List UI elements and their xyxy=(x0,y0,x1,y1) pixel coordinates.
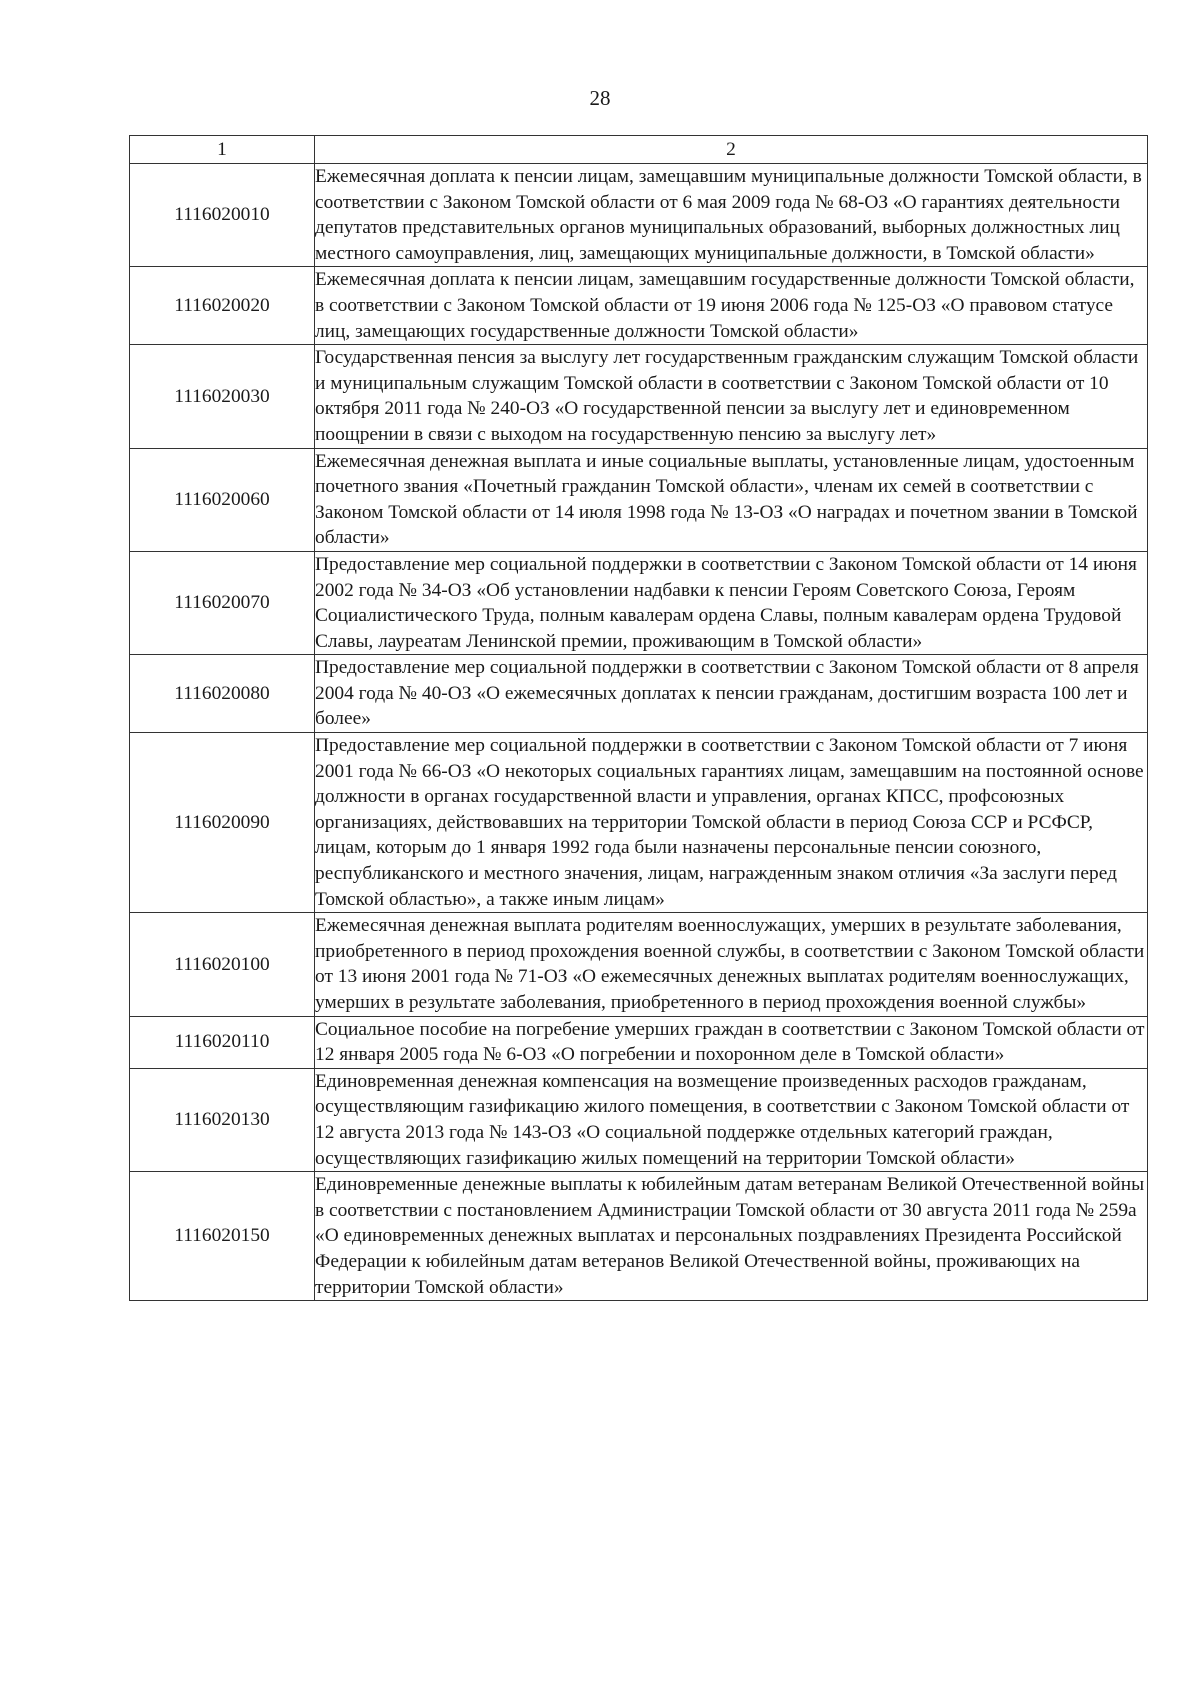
table-row xyxy=(130,267,1148,345)
description-cell: Единовременная денежная компенсация на возмещение произведенных расходов гражданам, осуществляющим газификацию жилого помещения, в соответствии с Законом Томской области от 12 августа 2013 года № 143-ОЗ «О социальной поддержке отдельных категорий граждан, осуществляющих газификацию жилых помещений на территории Томской области» xyxy=(315,1068,1148,1171)
description-cell: Предоставление мер социальной поддержки в соответствии с Законом Томской области от 7 июня 2001 года № 66-ОЗ «О некоторых социальных гарантиях лицам, замещавшим на постоянной основе должности в органах государственной власти и управления, органах КПСС, профсоюзных организациях, действовавших на территории Томской области в период Союза ССР и РСФСР, лицам, которым до 1 января 1992 года были назначены персональные пенсии союзного, республиканского и местного значения, лицам, награжденным знаком отличия «За заслуги перед Томской областью», а также иным лицам» xyxy=(315,733,1148,913)
code-cell: 1116020030 xyxy=(130,345,315,448)
table-row xyxy=(130,345,1148,448)
description-cell: Предоставление мер социальной поддержки в соответствии с Законом Томской области от 8 апреля 2004 года № 40-ОЗ «О ежемесячных доплатах к пенсии гражданам, достигшим возраста 100 лет и более» xyxy=(315,655,1148,733)
table-row xyxy=(130,1016,1148,1068)
code-cell: 1116020090 xyxy=(130,733,315,913)
code-cell: 1116020110 xyxy=(130,1016,315,1068)
code-cell: 1116020150 xyxy=(130,1172,315,1301)
code-cell: 1116020070 xyxy=(130,551,315,654)
description-cell: Ежемесячная доплата к пенсии лицам, замещавшим муниципальные должности Томской области, в соответствии с Законом Томской области от 6 мая 2009 года № 68-ОЗ «О гарантиях деятельности депутатов представительных органов муниципальных образований, выборных должностных лиц местного самоуправления, лиц, замещающих муниципальные должности, в Томской области» xyxy=(315,164,1148,267)
codes-table xyxy=(129,135,1148,1301)
column-header-1: 1 xyxy=(130,136,315,164)
code-cell: 1116020130 xyxy=(130,1068,315,1171)
table-header-row xyxy=(130,136,1148,164)
table-row xyxy=(130,448,1148,551)
table-row xyxy=(130,1172,1148,1301)
code-cell: 1116020100 xyxy=(130,913,315,1016)
table-row xyxy=(130,1068,1148,1171)
description-cell: Ежемесячная доплата к пенсии лицам, замещавшим государственные должности Томской области, в соответствии с Законом Томской области от 19 июня 2006 года № 125-ОЗ «О правовом статусе лиц, замещающих государственные должности Томской области» xyxy=(315,267,1148,345)
code-cell: 1116020020 xyxy=(130,267,315,345)
description-cell: Социальное пособие на погребение умерших граждан в соответствии с Законом Томской области от 12 января 2005 года № 6-ОЗ «О погребении и похоронном деле в Томской области» xyxy=(315,1016,1148,1068)
description-cell: Ежемесячная денежная выплата родителям военнослужащих, умерших в результате заболевания, приобретенного в период прохождения военной службы, в соответствии с Законом Томской области от 13 июня 2001 года № 71-ОЗ «О ежемесячных денежных выплатах родителям военнослужащих, умерших в результате заболевания, приобретенного в период прохождения военной службы» xyxy=(315,913,1148,1016)
table-row xyxy=(130,164,1148,267)
column-header-2: 2 xyxy=(315,136,1148,164)
code-cell: 1116020080 xyxy=(130,655,315,733)
table-row xyxy=(130,913,1148,1016)
table-row xyxy=(130,655,1148,733)
description-cell: Государственная пенсия за выслугу лет государственным гражданским служащим Томской области и муниципальным служащим Томской области в соответствии с Законом Томской области от 10 октября 2011 года № 240-ОЗ «О государственной пенсии за выслугу лет и единовременном поощрении в связи с выходом на государственную пенсию за выслугу лет» xyxy=(315,345,1148,448)
table-row xyxy=(130,551,1148,654)
description-cell: Единовременные денежные выплаты к юбилейным датам ветеранам Великой Отечественной войны в соответствии с постановлением Администрации Томской области от 30 августа 2011 года № 259а «О единовременных денежных выплатах и персональных поздравлениях Президента Российской Федерации к юбилейным датам ветеранов Великой Отечественной войны, проживающих на территории Томской области» xyxy=(315,1172,1148,1301)
description-cell: Предоставление мер социальной поддержки в соответствии с Законом Томской области от 14 июня 2002 года № 34-ОЗ «Об установлении надбавки к пенсии Героям Советского Союза, Героям Социалистического Труда, полным кавалерам ордена Славы, полным кавалерам ордена Трудовой Славы, лауреатам Ленинской премии, проживающим в Томской области» xyxy=(315,551,1148,654)
page-number: 28 xyxy=(589,86,611,110)
code-cell: 1116020060 xyxy=(130,448,315,551)
code-cell: 1116020010 xyxy=(130,164,315,267)
table-row xyxy=(130,733,1148,913)
description-cell: Ежемесячная денежная выплата и иные социальные выплаты, установленные лицам, удостоенным почетного звания «Почетный гражданин Томской области», членам их семей в соответствии с Законом Томской области от 14 июля 1998 года № 13-ОЗ «О наградах и почетном звании в Томской области» xyxy=(315,448,1148,551)
